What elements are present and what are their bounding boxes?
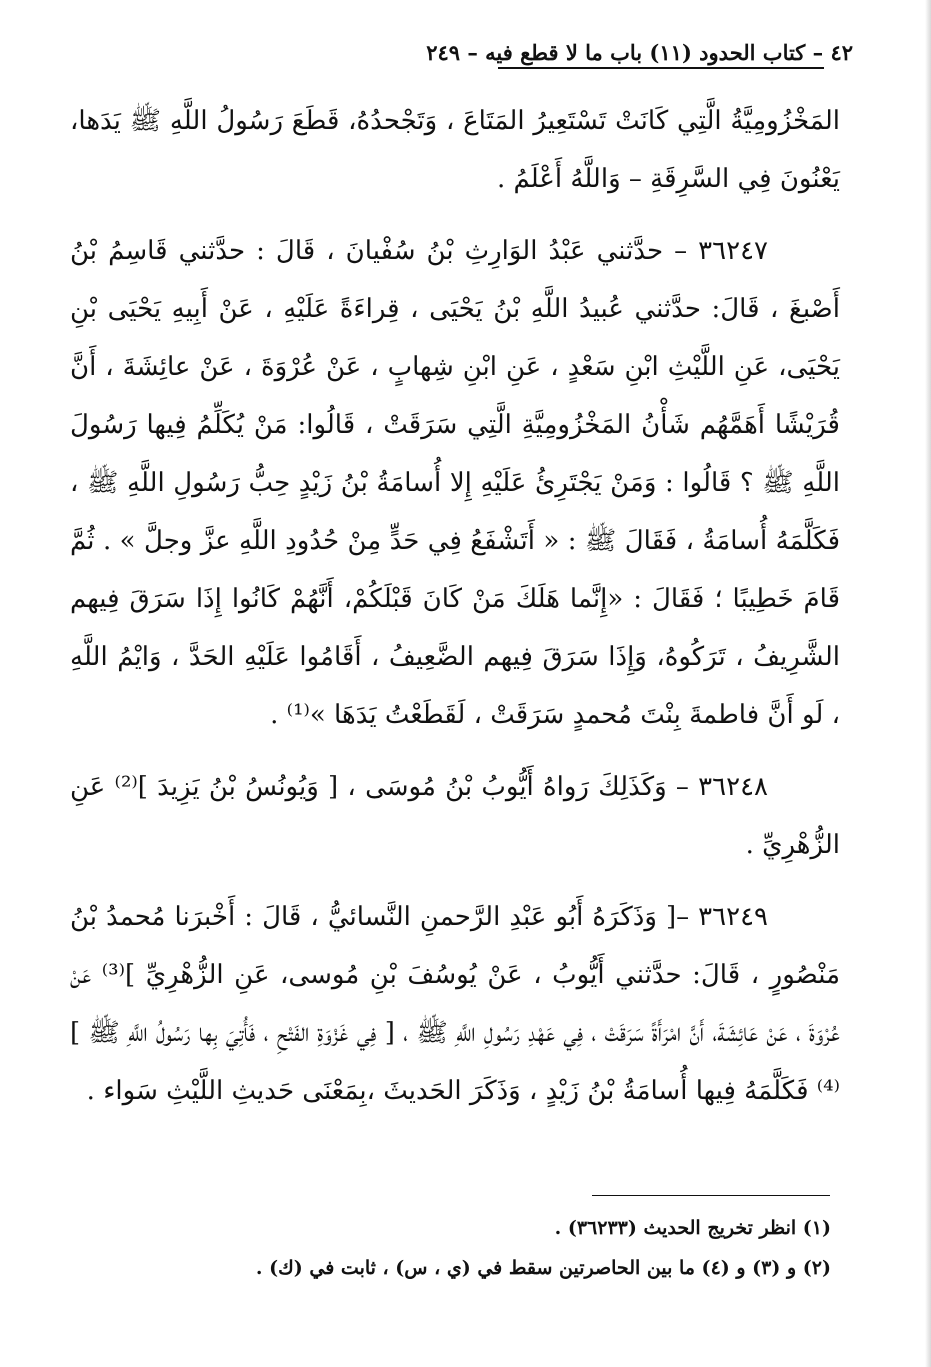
hadith-36247: ٣٦٢٤٧ – حدَّثني عَبْدُ الوَارِثِ بْنُ سُفْيانَ ، قَالَ : حدَّثني قَاسِمُ بْنُ أَصْبغَ ، قَالَ: حدَّثني عُبيدُ اللَّهِ بْنُ يَحْيَى ، قِراءَةً عَلَيْهِ ، عَنْ أَبِيهِ يَحْيَى بْنِ يَحْيَى، عَنِ اللَّيْثِ ابْنِ سَعْدٍ ، عَنِ ابْنِ شِهابٍ ، عَنْ عُرْوَةَ ، عَنْ عائِشَةَ ، أَنَّ قُرَيْشًا أَهَمَّهُم شَأْنُ المَخْزُومِيَّةِ الَّتِي سَرَقَتْ ، قَالُوا: مَنْ يُكَلِّمُ فِيها رَسُولَ اللَّهِ ﷺ ؟ قَالُوا : وَمَنْ يَجْتَرِئُ عَلَيْهِ إِلا أُسامَةُ بْنُ زَيْدٍ حِبُّ رَسُولِ اللَّهِ ﷺ ، فَكَلَّمَهُ أُسامَةُ ، فَقَالَ ﷺ : « أَتَشْفَعُ فِي حَدٍّ مِنْ حُدُودِ اللَّهِ عزَّ وجلَّ » . ثُمَّ قَامَ خَطِيبًا ؛ فَقَالَ : «إِنَّما هَلَكَ مَنْ كَانَ قَبْلَكُمْ، أَنَّهُمْ كَانُوا إِذَا سَرَقَ فِيهم الشَّرِيفُ ، تَرَكُوهُ، وَإِذَا سَرَقَ فِيهم الضَّعِيفُ ، أَقَامُوا عَلَيْهِ الحَدَّ ، وَايْمُ اللَّهِ ، لَو أَنَّ فاطمةَ بِنْتَ مُحمدٍ سَرَقَتْ ، لَقَطَعْتُ يَدَهَا »⁽¹⁾ . [70, 236, 840, 730]
header-rule [498, 67, 824, 69]
scan-edge-shadow [925, 0, 931, 1367]
running-header: ٤٢ – كتاب الحدود (١١) باب ما لا قطع فيه – ٢٤٩ [426, 40, 853, 65]
paragraph-continuation: المَخْزُومِيَّةُ الَّتِي كَانَتْ تَسْتَعِيرُ المَتَاعَ ، وَتَجْحدُهُ، قَطَعَ رَسُولُ اللَّهِ ﷺ يَدَها، يَعْنُونَ فِي السَّرِقَةِ – وَاللَّهُ أَعْلَمُ . [70, 106, 840, 194]
hadith-36248: ٣٦٢٤٨ – وَكَذَلِكَ رَواهُ أَيُّوبُ بْنُ مُوسَى ، [ وَيُونُسُ بْنُ يَزِيدَ ]⁽²⁾ عَنِ الزُّهْرِيِّ . [70, 772, 840, 860]
footnotes [71, 1208, 831, 1288]
footnote-1: (١) انظر تخريج الحديث (٣٦٢٣٣) . [554, 1217, 831, 1239]
footnote-2: (٢) و (٣) و (٤) ما بين الحاصرتين سقط في (ي ، س) ، ثابت في (ك) . [255, 1257, 831, 1279]
main-text [70, 92, 840, 1134]
footnote-rule [592, 1195, 830, 1196]
hadith-36249: ٣٦٢٤٩ –[ وَذَكَرَهُ أَبُو عَبْدِ الرَّحمنِ النَّسائيُّ ، قَالَ : أَخْبرَنا مُحمدُ بْنُ مَنْصُورٍ ، قَالَ: حدَّثني أَيُّوبُ ، عَنْ يُوسُفَ بْنِ مُوسى، عَنِ الزُّهْرِيِّ ]⁽³⁾ عَنْ عُرْوَةَ ، عَنْ عَائِشَةَ، أَنَّ امْرَأَةً سَرَقَتْ ، فِي عَهْدِ رَسُولِ اللَّهِ ﷺ ، [ فِي غَزْوَةِ الفَتْحِ ، فَأُتِيَ بِها رَسُولُ اللَّهِ ﷺ ]⁽⁴⁾ فَكَلَّمَهُ فِيها أُسامَةُ بْنُ زَيْدٍ ، وَذَكَرَ الحَديثَ ،بِمَعْنَى حَديثِ اللَّيْثِ سَواء . [70, 902, 840, 1106]
